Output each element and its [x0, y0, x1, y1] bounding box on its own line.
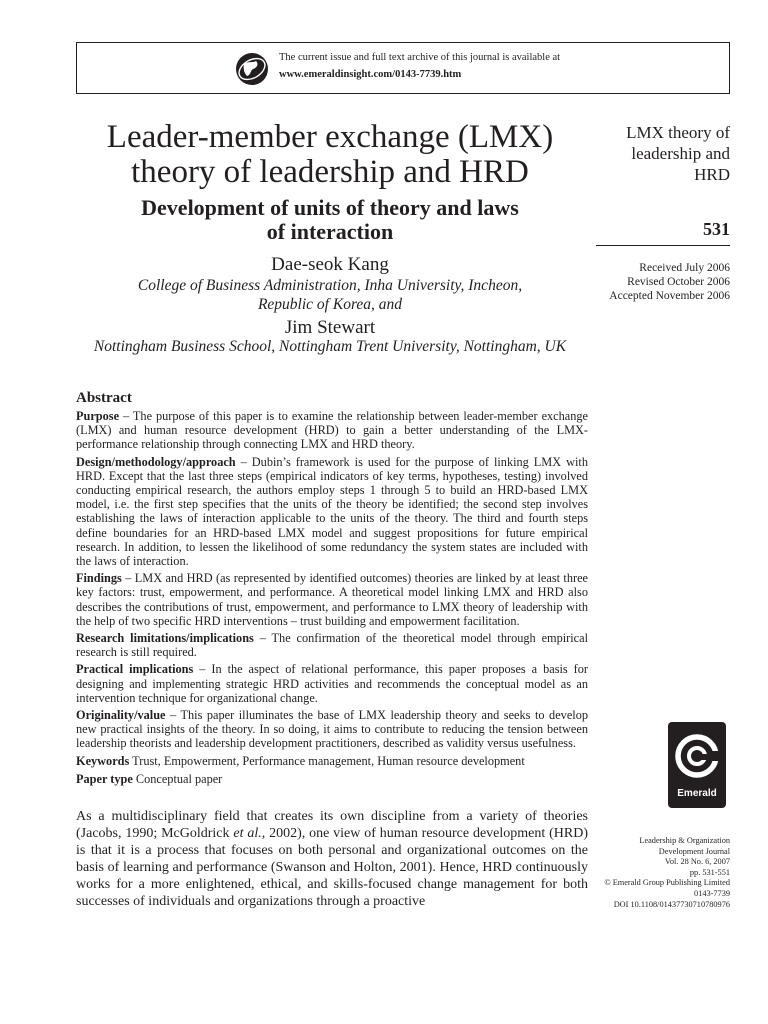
accepted-date: Accepted November 2006: [609, 290, 730, 302]
abstract-keywords: [76, 754, 588, 768]
abstract-originality: [76, 708, 588, 751]
author-name: Dae-seok Kang: [271, 254, 389, 275]
emerald-logo-label: Emerald: [677, 788, 717, 799]
abstract-heading: Abstract: [76, 390, 132, 406]
section-label: Research limitations/implications: [76, 631, 254, 646]
journal-name: Leadership & Organization: [639, 836, 730, 845]
running-title-line: LMX theory of: [626, 123, 730, 142]
abstract-limitations: [76, 631, 588, 659]
section-label: Design/methodology/approach: [76, 454, 236, 469]
running-title-line: leadership and: [631, 144, 730, 163]
page-number: 531: [703, 219, 730, 239]
journal-volume: Vol. 28 No. 6, 2007: [664, 857, 730, 867]
section-text: Conceptual paper: [132, 771, 223, 786]
section-label: Originality/value: [76, 708, 166, 723]
body-text-span: , 2002), one view of human resource development (HRD) is that it is a process that focuses on both personal and organizational outcomes on the basis of learning and performance (Swanson and Holton, 2001). Hence, HRD continuously works for a more enlightened, ethical, and skills-focused change management for both successes of individuals and organizations through a proactive: [76, 826, 588, 909]
abstract-findings: [76, 571, 588, 628]
section-text: – The purpose of this paper is to examine the relationship between leader-member exchange (LMX) and human resource development (HRD) to gain a better understanding of the LMX-performance relationship through connecting LMX and HRD theory.: [76, 409, 588, 452]
article-subtitle: [76, 196, 584, 244]
running-title: [596, 122, 730, 185]
section-label: Purpose: [76, 409, 120, 423]
journal-copyright: © Emerald Group Publishing Limited: [604, 878, 730, 888]
journal-info: [588, 836, 730, 910]
emerald-logo-icon: [674, 730, 720, 782]
emerald-logo: [668, 722, 726, 808]
body-text: [76, 808, 588, 910]
body-paragraph: [76, 808, 588, 910]
author-affiliation: Nottingham Business School, Nottingham Trent University, Nottingham, UK: [93, 338, 567, 355]
margin-divider: [596, 245, 730, 246]
submission-dates: [596, 261, 730, 303]
subtitle-line: of interaction: [266, 219, 394, 244]
running-title-line: HRD: [694, 165, 730, 184]
section-label: Practical implications: [76, 662, 194, 677]
body-text-span: As a multidisciplinary field that creates its own discipline from a variety of theories (Jacobs, 1990; McGoldrick: [76, 809, 588, 841]
article-title: [76, 120, 584, 190]
title-line: Leader-member exchange (LMX): [106, 119, 554, 155]
journal-notice-box: [76, 42, 730, 94]
notice-text: The current issue and full text archive of this journal is available at: [279, 52, 561, 63]
globe-icon: [235, 52, 269, 86]
received-date: Received July 2006: [639, 262, 730, 274]
body-text-italic: et al.: [233, 826, 262, 841]
section-label: Paper type: [76, 771, 133, 786]
section-text: – This paper illuminates the base of LMX leadership theory and seeks to develop new practical insights of the theory. In so doing, it aims to contribute to reducing the tension between leadership theorists and leadership development practitioners, described as validity versus usefulness.: [76, 708, 588, 751]
section-text: – Dubin’s framework is used for the purpose of linking LMX with HRD. Except that the last three steps (empirical indicators of key terms, hypotheses, testing) involved conducting empirical research, the authors employ steps 1 through 5 to build an HRD-based LMX model, i.e. the first step specifies that the units of the theory be identified; the second step involves establishing the laws of interaction applicable to the units of the theory. The third and fourth steps define boundaries for an HRD-based LMX model and suggest propositions for future empirical research. In addition, to lessen the likelihood of some redundancy the system states are included with the laws of interaction.: [76, 454, 588, 569]
journal-url-link[interactable]: www.emeraldinsight.com/0143-7739.htm: [279, 69, 462, 80]
journal-issn: 0143-7739: [694, 888, 730, 898]
journal-name: Development Journal: [658, 846, 730, 856]
affiliation-line: College of Business Administration, Inha University, Incheon,: [137, 277, 523, 294]
author-affiliation: [76, 276, 584, 314]
section-text: – LMX and HRD (as represented by identified outcomes) theories are linked by at least three key factors: trust, empowerment, and performance. A theoretical model linking LMX and HRD also describes the contributions of trust, empowerment, and performance to LMX theory of leadership with the help of two specific HRD interventions – trust building and empowerment facilitation.: [76, 571, 588, 628]
journal-doi: DOI 10.1108/01437730710780976: [613, 899, 730, 909]
section-text: – The confirmation of the theoretical model through empirical research is still required.: [76, 631, 588, 660]
title-line: theory of leadership and HRD: [131, 154, 529, 190]
revised-date: Revised October 2006: [627, 276, 730, 288]
abstract-paper-type: [76, 772, 588, 786]
journal-pages: pp. 531-551: [689, 867, 730, 877]
abstract-purpose: [76, 409, 588, 452]
abstract-practical: [76, 662, 588, 705]
author-name: Jim Stewart: [284, 317, 376, 338]
section-label: Findings: [76, 571, 122, 586]
section-label: Keywords: [76, 753, 130, 768]
abstract-design: [76, 455, 588, 569]
affiliation-line: Republic of Korea, and: [257, 296, 403, 313]
section-text: – In the aspect of relational performance, this paper proposes a basis for designing and implementing strategic HRD activities and recommends the conceptual model as an intervention technique for organizational change.: [76, 662, 588, 705]
abstract-body: [76, 409, 588, 789]
section-text: Trust, Empowerment, Performance management, Human resource development: [129, 753, 525, 768]
subtitle-line: Development of units of theory and laws: [141, 195, 519, 220]
